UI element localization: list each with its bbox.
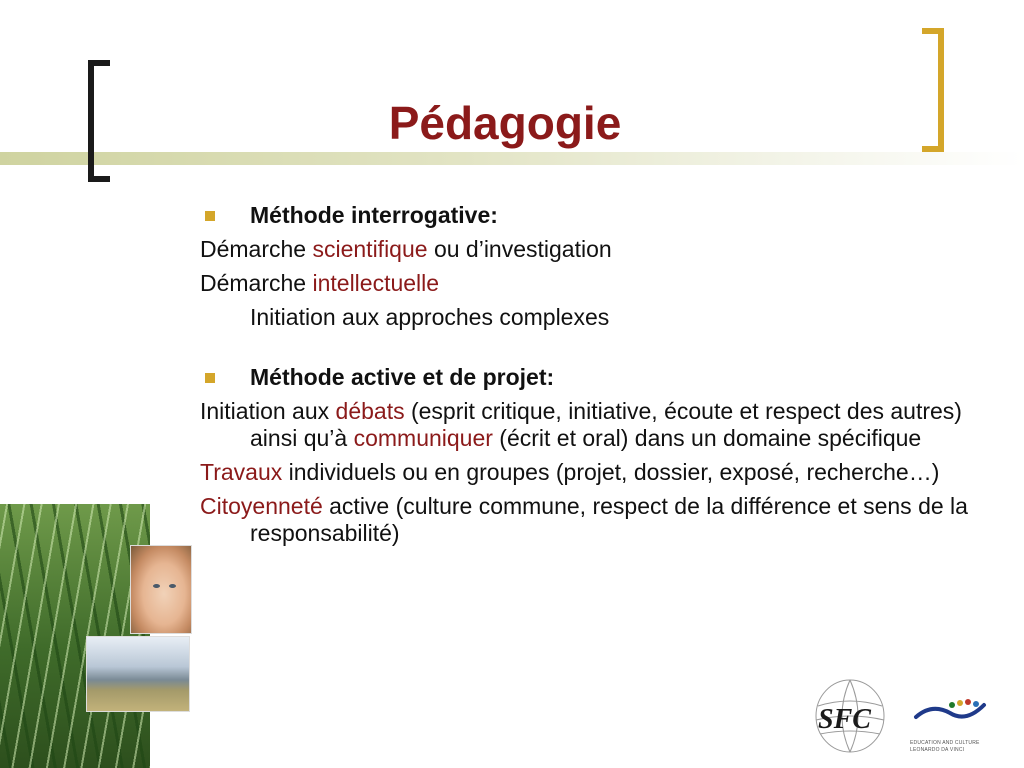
landscape-photo [86,636,190,712]
square-bullet-icon [205,373,215,383]
line-initiation-approches: Initiation aux approches complexes [250,304,610,330]
eye-icon [153,584,160,588]
title-underline [0,152,1024,165]
line-demarche-intellectuelle: Démarche intellectuelle [200,270,440,296]
sfc-logo [810,676,900,758]
section-heading-interrogative: Méthode interrogative: [200,202,990,229]
square-bullet-icon [205,211,215,221]
slide-body [200,202,990,554]
line-demarche-scientifique: Démarche scientifique ou d’investigation [200,236,612,262]
slide-title: Pédagogie [388,97,622,149]
child-face-photo [130,545,192,634]
svg-text:SFC: SFC [818,704,871,735]
paragraph-citoyennete: Citoyenneté active (culture commune, respect de la différence et sens de la responsabilité) [200,493,968,546]
section-heading-active: Méthode active et de projet: [200,364,990,391]
paragraph-travaux: Travaux individuels ou en groupes (projet, dossier, exposé, recherche…) [200,459,940,485]
logo-caption-line1: EDUCATION AND CULTURE [910,740,980,746]
paragraph-debats: Initiation aux débats (esprit critique, initiative, écoute et respect des autres) ainsi qu’à communiquer (écrit et oral) dans un domaine spécifique [200,398,962,451]
leonardo-da-vinci-logo [910,695,990,757]
eye-icon [169,584,176,588]
logo-caption-line2: LEONARDO DA VINCI [910,747,965,753]
